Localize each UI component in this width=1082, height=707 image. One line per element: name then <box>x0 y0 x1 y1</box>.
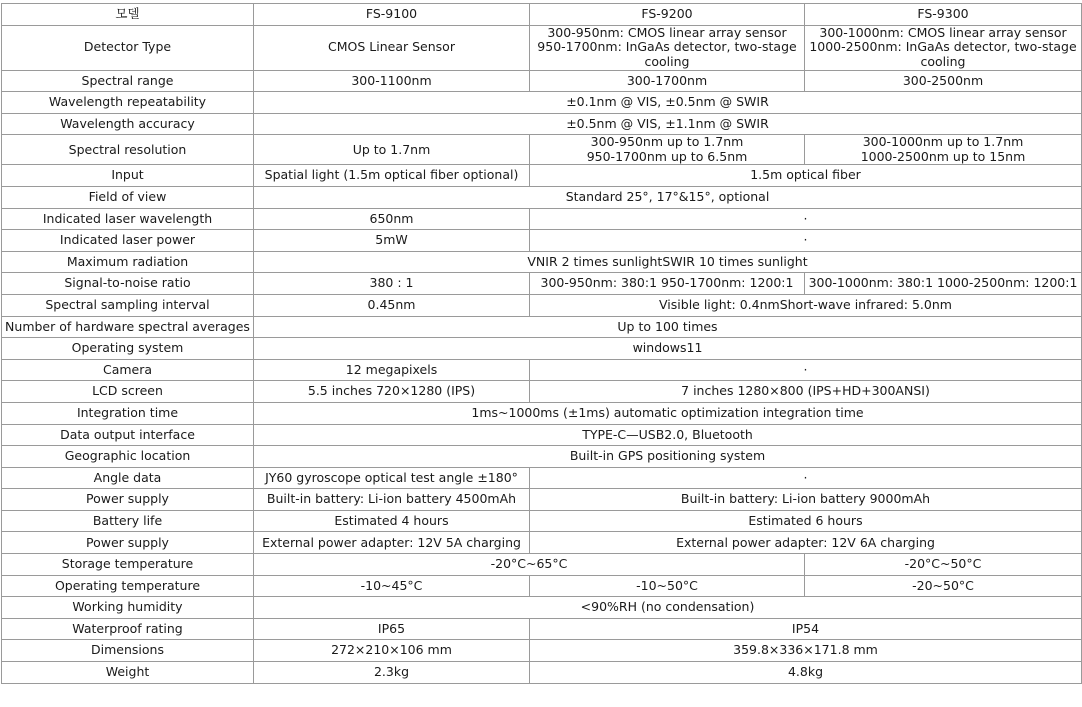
spec-value-cell: <90%RH (no condensation) <box>254 597 1082 619</box>
spec-value-cell: -10~50°C <box>530 575 805 597</box>
row-label: Signal-to-noise ratio <box>2 273 254 295</box>
table-row <box>2 489 1082 511</box>
spec-value-cell: Spatial light (1.5m optical fiber optional) <box>254 165 530 187</box>
spec-value-cell: Estimated 6 hours <box>530 510 1082 532</box>
spec-value-cell: · <box>530 359 1082 381</box>
row-label: Field of view <box>2 186 254 208</box>
table-row <box>2 135 1082 165</box>
spec-value-cell: 1ms~1000ms (±1ms) automatic optimization integration time <box>254 402 1082 424</box>
spec-value-cell: Built-in battery: Li-ion battery 9000mAh <box>530 489 1082 511</box>
table-row <box>2 510 1082 532</box>
spec-value-cell: 4.8kg <box>530 662 1082 684</box>
spec-value-cell: Up to 1.7nm <box>254 135 530 165</box>
spec-table <box>1 3 1082 684</box>
table-row <box>2 294 1082 316</box>
header-fs9200-cell: FS-9200 <box>530 4 805 26</box>
row-label: Operating temperature <box>2 575 254 597</box>
table-row <box>2 70 1082 92</box>
table-row <box>2 424 1082 446</box>
spec-value-cell: Estimated 4 hours <box>254 510 530 532</box>
spec-value-cell: JY60 gyroscope optical test angle ±180° <box>254 467 530 489</box>
row-label: Indicated laser wavelength <box>2 208 254 230</box>
spec-value-cell: TYPE-C—USB2.0, Bluetooth <box>254 424 1082 446</box>
spec-value-cell: 12 megapixels <box>254 359 530 381</box>
spec-value-cell: 359.8×336×171.8 mm <box>530 640 1082 662</box>
table-row <box>2 251 1082 273</box>
row-label: Camera <box>2 359 254 381</box>
spec-value-cell: IP65 <box>254 618 530 640</box>
spec-value-cell: Built-in GPS positioning system <box>254 446 1082 468</box>
row-label: Angle data <box>2 467 254 489</box>
spec-value-cell: 5.5 inches 720×1280 (IPS) <box>254 381 530 403</box>
spec-value-cell: 0.45nm <box>254 294 530 316</box>
row-label: Waterproof rating <box>2 618 254 640</box>
table-row <box>2 662 1082 684</box>
spec-value-cell: Visible light: 0.4nmShort-wave infrared: 5.0nm <box>530 294 1082 316</box>
table-row <box>2 230 1082 252</box>
row-label: Dimensions <box>2 640 254 662</box>
table-row <box>2 165 1082 187</box>
header-fs9300-cell: FS-9300 <box>805 4 1082 26</box>
spec-value-cell: 300-950nm: 380:1 950-1700nm: 1200:1 <box>530 273 805 295</box>
spec-value-cell: 650nm <box>254 208 530 230</box>
row-label: Wavelength repeatability <box>2 92 254 114</box>
spec-value-cell: · <box>530 208 1082 230</box>
row-label: LCD screen <box>2 381 254 403</box>
spec-value-cell: 2.3kg <box>254 662 530 684</box>
spec-value-cell: ±0.1nm @ VIS, ±0.5nm @ SWIR <box>254 92 1082 114</box>
spec-value-cell: VNIR 2 times sunlightSWIR 10 times sunlight <box>254 251 1082 273</box>
spec-value-cell: -20°C~50°C <box>805 554 1082 576</box>
spec-body <box>2 25 1082 683</box>
spec-value-cell: windows11 <box>254 338 1082 360</box>
spec-value-cell: 7 inches 1280×800 (IPS+HD+300ANSI) <box>530 381 1082 403</box>
spec-value-cell: 300-1000nm: 380:1 1000-2500nm: 1200:1 <box>805 273 1082 295</box>
spec-value-cell: 5mW <box>254 230 530 252</box>
spec-value-cell: External power adapter: 12V 6A charging <box>530 532 1082 554</box>
table-row <box>2 359 1082 381</box>
spec-value-cell: 300-1700nm <box>530 70 805 92</box>
spec-value-cell: 1.5m optical fiber <box>530 165 1082 187</box>
spec-value-cell: 300-950nm: CMOS linear array sensor 950-1700nm: InGaAs detector, two-stage cooling <box>530 25 805 70</box>
row-label: Maximum radiation <box>2 251 254 273</box>
table-row <box>2 640 1082 662</box>
row-label: Number of hardware spectral averages <box>2 316 254 338</box>
table-row <box>2 618 1082 640</box>
row-label: Spectral sampling interval <box>2 294 254 316</box>
spec-value-cell: Up to 100 times <box>254 316 1082 338</box>
table-row <box>2 381 1082 403</box>
row-label: Weight <box>2 662 254 684</box>
row-label: Data output interface <box>2 424 254 446</box>
spec-value-cell: 300-1000nm up to 1.7nm 1000-2500nm up to 15nm <box>805 135 1082 165</box>
row-label: Storage temperature <box>2 554 254 576</box>
row-label: Spectral range <box>2 70 254 92</box>
table-row <box>2 597 1082 619</box>
table-row <box>2 113 1082 135</box>
table-row <box>2 273 1082 295</box>
row-label: Working humidity <box>2 597 254 619</box>
row-label: Detector Type <box>2 25 254 70</box>
table-row <box>2 575 1082 597</box>
table-row <box>2 338 1082 360</box>
spec-value-cell: IP54 <box>530 618 1082 640</box>
spec-value-cell: -10~45°C <box>254 575 530 597</box>
header-row <box>2 4 1082 26</box>
spec-value-cell: 300-2500nm <box>805 70 1082 92</box>
spec-value-cell: Built-in battery: Li-ion battery 4500mAh <box>254 489 530 511</box>
spec-value-cell: CMOS Linear Sensor <box>254 25 530 70</box>
table-row <box>2 402 1082 424</box>
table-row <box>2 532 1082 554</box>
spec-value-cell: -20~50°C <box>805 575 1082 597</box>
row-label: Battery life <box>2 510 254 532</box>
table-row <box>2 446 1082 468</box>
row-label: Indicated laser power <box>2 230 254 252</box>
spec-value-cell: 300-1100nm <box>254 70 530 92</box>
spec-value-cell: 272×210×106 mm <box>254 640 530 662</box>
spec-value-cell: 380 : 1 <box>254 273 530 295</box>
spec-value-cell: External power adapter: 12V 5A charging <box>254 532 530 554</box>
row-label: Power supply <box>2 489 254 511</box>
row-label: Wavelength accuracy <box>2 113 254 135</box>
spec-value-cell: ±0.5nm @ VIS, ±1.1nm @ SWIR <box>254 113 1082 135</box>
table-row <box>2 92 1082 114</box>
table-row <box>2 208 1082 230</box>
header-fs9100-cell: FS-9100 <box>254 4 530 26</box>
row-label: Spectral resolution <box>2 135 254 165</box>
row-label: Operating system <box>2 338 254 360</box>
spec-value-cell: Standard 25°, 17°&15°, optional <box>254 186 1082 208</box>
table-row <box>2 554 1082 576</box>
row-label: Power supply <box>2 532 254 554</box>
table-row <box>2 316 1082 338</box>
header-model-cell: 모델 <box>2 4 254 26</box>
row-label: Input <box>2 165 254 187</box>
row-label: Integration time <box>2 402 254 424</box>
spec-value-cell: 300-950nm up to 1.7nm 950-1700nm up to 6.5nm <box>530 135 805 165</box>
spec-value-cell: -20°C~65°C <box>254 554 805 576</box>
table-row <box>2 186 1082 208</box>
table-row <box>2 467 1082 489</box>
spec-value-cell: · <box>530 230 1082 252</box>
table-row <box>2 25 1082 70</box>
spec-value-cell: · <box>530 467 1082 489</box>
spec-value-cell: 300-1000nm: CMOS linear array sensor 1000-2500nm: InGaAs detector, two-stage cooling <box>805 25 1082 70</box>
row-label: Geographic location <box>2 446 254 468</box>
